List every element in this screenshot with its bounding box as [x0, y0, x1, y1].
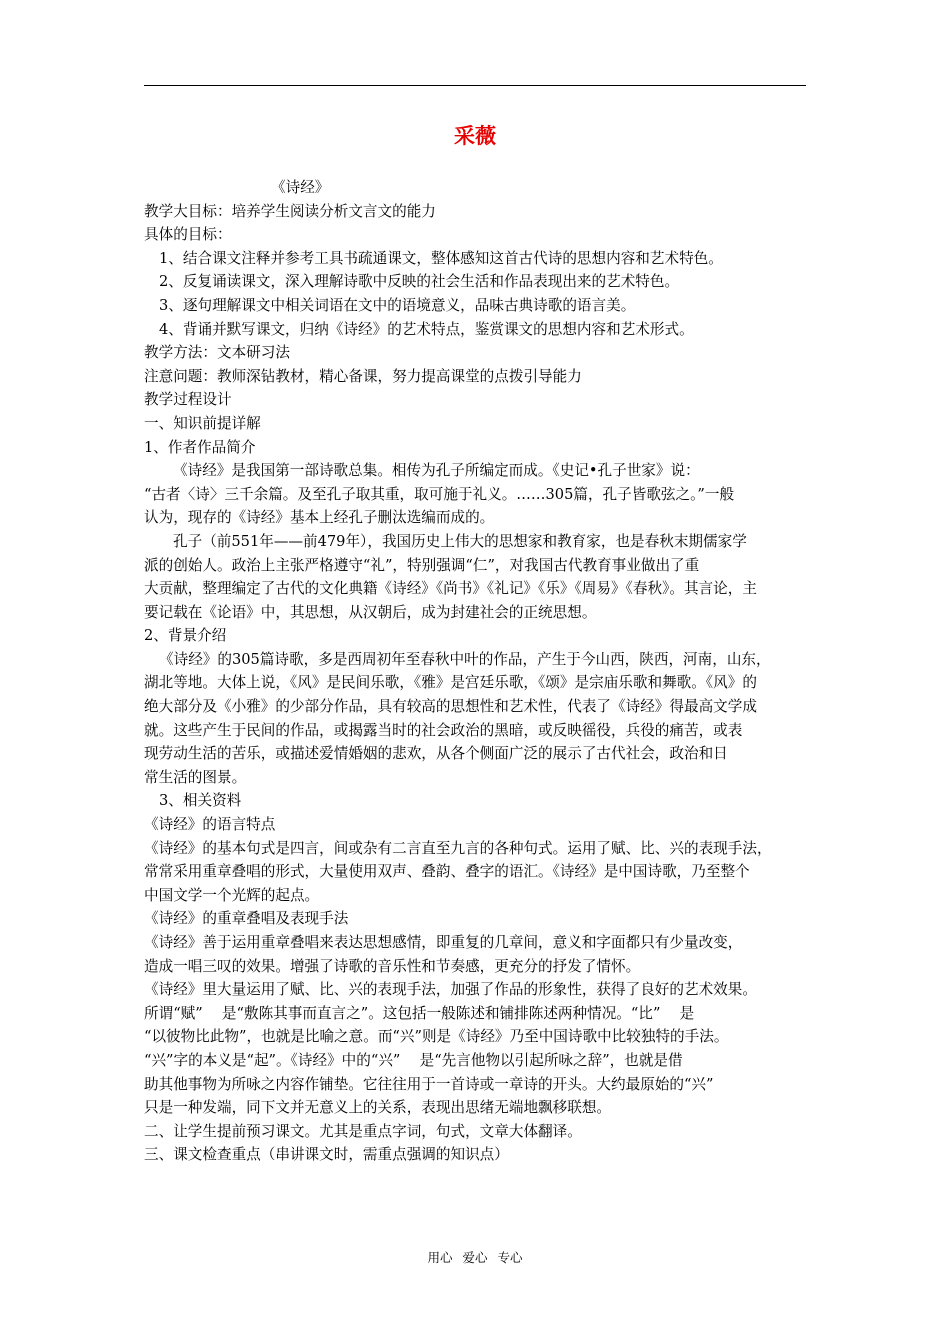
paragraph-line: 就。这些产生于民间的作品，或揭露当时的社会政治的黑暗，或反映徭役，兵役的痛苦，或表: [144, 721, 743, 739]
header-rule: [144, 85, 806, 86]
paragraph-line: 4、背诵并默写课文，归纳《诗经》的艺术特点，鉴赏课文的思想内容和艺术形式。: [159, 320, 694, 338]
paragraph-line: 教学方法：文本研习法: [144, 344, 290, 362]
paragraph-line: 认为，现存的《诗经》基本上经孔子删汰选编而成的。: [144, 509, 495, 527]
paragraph-line: 《诗经》善于运用重章叠唱来表达思想感情，即重复的几章间，意义和字面都只有少量改变，: [144, 934, 743, 951]
paragraph-line: “兴”字的本义是“起”。《诗经》中的“兴” 是“先言他物以引起所咏之辞”，也就是借: [144, 1051, 683, 1069]
paragraph-line: 造成一唱三叹的效果。增强了诗歌的音乐性和节奏感，更充分的抒发了情怀。: [144, 957, 641, 975]
paragraph-line: 派的创始人。政治上主张严格遵守“礼”，特别强调“仁”，对我国古代教育事业做出了重: [144, 556, 700, 574]
paragraph-line: 要记载在《论语》中，其思想，从汉朝后，成为封建社会的正统思想。: [144, 603, 597, 621]
paragraph-line: 教学过程设计: [144, 391, 232, 409]
paragraph-line: 3、相关资料: [159, 792, 242, 810]
paragraph-line: 1、作者作品简介: [144, 438, 256, 456]
paragraph-line: 2、背景介绍: [144, 627, 227, 645]
paragraph-line: 《诗经》是我国第一部诗歌总集。相传为孔子所编定而成。《史记•孔子世家》说：: [173, 462, 700, 480]
paragraph-line: 《诗经》里大量运用了赋、比、兴的表现手法，加强了作品的形象性，获得了良好的艺术效果。: [144, 981, 757, 999]
paragraph-line: 大贡献，整理编定了古代的文化典籍《诗经》《尚书》《礼记》《乐》《周易》《春秋》。其言论，主: [144, 580, 757, 598]
paragraph-line: 具体的目标：: [144, 226, 232, 244]
paragraph-line: 只是一种发端，同下文并无意义上的关系，表现出思绪无端地飘移联想。: [144, 1099, 612, 1117]
paragraph-line: 孔子（前551年——前479年），我国历史上伟大的思想家和教育家，也是春秋末期儒家学: [173, 532, 747, 550]
paragraph-line: 中国文学一个光辉的起点。: [144, 886, 320, 904]
paragraph-line: 2、反复诵读课文，深入理解诗歌中反映的社会生活和作品表现出来的艺术特色。: [159, 273, 680, 291]
paragraph-line: 3、逐句理解课文中相关词语在文中的语境意义，品味古典诗歌的语言美。: [159, 296, 636, 314]
paragraph-line: 所谓“赋” 是“敷陈其事而直言之”。这包括一般陈述和铺排陈述两种情况。“比” 是: [144, 1004, 695, 1022]
paragraph-line: 《诗经》的重章叠唱及表现手法: [144, 910, 349, 928]
paragraph-line: 《诗经》的基本句式是四言，间或杂有二言直至九言的各种句式。运用了赋、比、兴的表现手法，: [144, 839, 772, 857]
paragraph-line: 一、知识前提详解: [144, 414, 261, 432]
page-footer: 用心 爱心 专心: [427, 1250, 523, 1265]
paragraph-line: 常常采用重章叠唱的形式，大量使用双声、叠韵、叠字的语汇。《诗经》是中国诗歌，乃至整个: [144, 863, 750, 881]
paragraph-line: 湖北等地。大体上说，《风》是民间乐歌，《雅》是宫廷乐歌，《颂》是宗庙乐歌和舞歌。《风》的: [144, 674, 757, 692]
paragraph-line: 《诗经》的305篇诗歌，多是西周初年至春秋中叶的作品，产生于今山西，陕西，河南，山东，: [159, 650, 771, 668]
paragraph-line: 注意问题：教师深钻教材，精心备课，努力提高课堂的点拨引导能力: [144, 367, 582, 385]
paragraph-line: 现劳动生活的苦乐，或描述爱情婚姻的悲欢，从各个侧面广泛的展示了古代社会，政治和日: [144, 745, 728, 763]
paragraph-line: 三、课文检查重点（串讲课文时，需重点强调的知识点）: [144, 1146, 509, 1164]
paragraph-line: 二、让学生提前预习课文。尤其是重点字词，句式，文章大体翻译。: [144, 1122, 582, 1140]
document-title: 采薇: [454, 124, 496, 148]
paragraph-line: “以彼物比此物”，也就是比喻之意。而“兴”则是《诗经》乃至中国诗歌中比较独特的手法。: [144, 1028, 729, 1046]
paragraph-line: 《诗经》的语言特点: [144, 816, 276, 834]
document-body: [144, 176, 806, 1167]
paragraph-line: 绝大部分及《小雅》的少部分作品，具有较高的思想性和艺术性，代表了《诗经》得最高文学成: [144, 698, 757, 716]
paragraph-line: 常生活的图景。: [144, 768, 247, 786]
paragraph-line: 教学大目标：培养学生阅读分析文言文的能力: [144, 202, 436, 220]
source-line: 《诗经》: [271, 179, 330, 196]
paragraph-line: 1、结合课文注释并参考工具书疏通课文，整体感知这首古代诗的思想内容和艺术特色。: [159, 249, 723, 267]
paragraph-line: “古者〈诗〉三千余篇。及至孔子取其重，取可施于礼义。……305篇，孔子皆歌弦之。”一般: [144, 485, 735, 503]
paragraph-line: 助其他事物为所咏之内容作铺垫。它往往用于一首诗或一章诗的开头。大约最原始的“兴”: [144, 1075, 714, 1093]
